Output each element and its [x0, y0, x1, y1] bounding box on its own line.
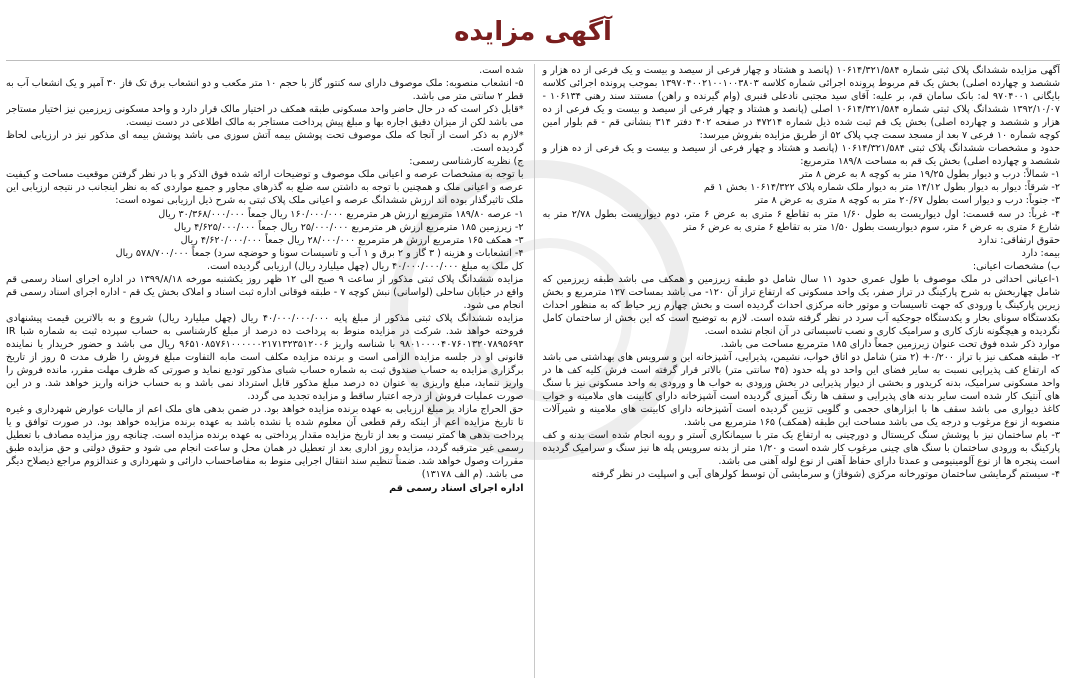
paragraph: موارد ذکر شده فوق تحت عنوان زیرزمین جمعاً دارای ۱۸۵ مترمربع مساحت می باشد. — [720, 338, 1060, 350]
left-column — [6, 64, 524, 678]
paragraph: ۲- طبقه همکف نیز با تراز ۰/۲۰۰+ (۲ متر) شامل دو اتاق خواب، نشیمن، پذیرایی، آشپزخانه این و سرویس های بهداشتی می باشد که ارتفاع کف پذیرایی نسبت به سایر فضای این واحد دو پله حدود (۴۵ سانتی متر) بالاتر قرار گرفته است فرش کلیه کف ها در واحد مسکونی سرامیک، بدنه کریدور و بخشی از دیوار پذیرایی در بخش ورودی به خواب ها و ورودی به واحد مسکونی نیز با سنگ های آنتیک کار شده است سایر بدنه های پذیرایی و سقف ها رنگ آمیزی گردیده است آشپزخانه دارای کابینت های ملامینه و خواب کاغذ دیواری می باشد سقف ها با ابزارهای حجمی و گلویی تزیین گردیده است آشپزخانه دارای کابینت های ملامینه و شیرآلات منصوبه از نوع مرغوب و درجه یک می باشد مساحت این طبقه (همکف) ۱۶۵ مترمربع می باشد. — [542, 352, 1060, 429]
paragraph: کل ملک به مبلغ ۴۰/۰۰۰/۰۰۰/۰۰۰ ریال (چهل میلیارد ریال) ارزیابی گردیده است. — [207, 260, 524, 272]
paragraph: حدود و مشخصات ششدانگ پلاک ثبتی ۱۰۶۱۴/۳۲۱/۵۸۴ (پانصد و هشتاد و چهار فرعی از سیصد و بیست و یک فرعی از ده هزار و ششصد و چهارده اصلی) بخش یک قم به مساحت ۱۸۹/۸ مترمربع: — [542, 143, 1060, 168]
paragraph: ۵- انشعاب منصوبه: ملک موصوف دارای سه کنتور گاز با حجم ۱۰ متر مکعب و دو انشعاب برق تک فاز ۳۰ آمپر و یک انشعاب آب به قطر ۲ سانتی متر می باشد. — [6, 78, 524, 103]
paragraph: مزایده ششدانگ پلاک ثبتی مذکور از مبلغ پایه ۴۰/۰۰۰/۰۰۰/۰۰۰ ریال (چهل میلیارد ریال) شروع و به بالاترین قیمت پیشنهادی فروخته خواهد شد. شرکت در مزایده منوط به پرداخت ده درصد از مبلغ کارشناسی به حساب سپرده ثبت به شماره شبا IR ۹۸۰۱۰۰۰۰۴۰۷۶۰۱۳۲۰۷۸۹۵۶۹۳ با شناسه واریز ۹۶۵۱۰۸۵۷۶۱۰۰۰۰۰۰۲۱۷۱۳۲۳۵۱۲۰۰۶ ریال می باشد و حضور خریدار یا نماینده قانونی او در جلسه مزایده الزامی است و برنده مزایده مکلف است مابه التفاوت مبلغ فروش را ظرف مدت ۵ روز از تاریخ برگزاری مزایده به حساب صندوق ثبت به شماره حساب شبای مذکور تودیع نماید و صورتی که ظرف مهلت مقرر، مانده فروش را واریز ننماید، مبلغ واریزی به عنوان ده درصد مبلغ مذکور قابل استرداد نمی باشد و به حساب خزانه واریز خواهد شد. و در این صورت عملیات فروش از درجه اعتبار ساقط و مزایده تجدید می گردد. — [6, 312, 524, 403]
paragraph: ج) نظریه کارشناسی رسمی: — [409, 156, 524, 168]
columns — [6, 64, 1060, 678]
paragraph: *قابل ذکر است که در حال حاضر واحد مسکونی طبقه همکف در اختیار مالک قرار دارد و واحد مسکونی زیرزمین نیز اختیار مستاجر می باشد لکن از میزان دقیق اجاره بها و مبلغ پیش پرداخت مستاجر به مالک اطلاعی در دست نیست. — [6, 104, 524, 129]
paragraph: ۲- شرقاً: دیوار به دیوار بطول ۱۴/۱۲ متر به دیوار ملک شماره پلاک ۱۰۶۱۴/۳۲۲ بخش ۱ قم — [703, 182, 1060, 194]
paragraph: ب) مشخصات اعیانی: — [972, 260, 1060, 272]
paragraph: حق الحراج مازاد بر مبلغ ارزیابی به عهده برنده مزایده خواهد بود. در ضمن بدهی های ملک اعم از مالیات عوارض شهرداری و غیره تا تاریخ مزایده اعم از اینکه رقم قطعی آن معلوم شده یا نشده باشد به عهده برنده مزایده خواهد بود. در صورت توافق و یا پرداخت بدهی ها کمتر نیست و بعد از تاریخ مزایده مقدار پرداختی به عهده برنده مزایده است. چنانچه روز مزایده مصادف با تعطیل رسمی غیر مترقبه گردد، مزایده روز اداری بعد از تعطیل در همان محل و ساعت انجام می شود و حقوق دولتی و حق مزایده طبق مقررات وصول خواهد شد. ضمناً تنظیم سند انتقال اجرایی منوط به مفاصاحساب دارائی و شهرداری و عندالزوم مراجع ذیصلاح دیگر می باشد. (م الف ۱۳۱۷۸) — [6, 404, 524, 481]
paragraph: ۱-اعیانی احداثی در ملک موصوف با طول عمری حدود ۱۱ سال شامل دو طبقه زیرزمین و همکف می باشد طبقه زیرزمین که شامل چهاربخش به شرح پارکینگ در تراز صفر، یک واحد مسکونی که ارتفاع تراز آن ۱۲۰- می باشد بمساحت ۱۲۷ مترمربع و بخش زیرین پارکینگ یا ورودی که جهت تاسیسات و موتور خانه مرکزی احداث گردیده است و بخش چهارم زیر حیاط که به منظور احداث بکدستگاه سونای بخار و یکدستگاه جوجکیه آب سرد در نظر گرفته شده است. لازم به توضیح است که این بخش از ساختمان کامل نگردیده و هیچگونه نازک کاری و سرامیک کاری و نصب تاسیساتی در آن انجام نشده است. — [542, 273, 1060, 337]
paragraph: ۴- انشعابات و هزینه ( ۳ گاز و ۲ برق و ۱ آب و تاسیسات سونا و حوضچه سرد) جمعاً ۵۷۸/۷۰۰/۰۰۰ ریال — [115, 247, 524, 259]
signature: اداره اجرای اسناد رسمی قم — [389, 482, 524, 494]
paragraph: مزایده ششدانگ پلاک ثبتی مذکور از ساعت ۹ صبح الی ۱۲ ظهر روز یکشنبه مورخه ۱۳۹۹/۸/۱۸ در اداره اجرای اسناد رسمی قم واقع در خیابان ساحلی (لواسانی) نبش کوچه ۷ - طبقه فوقانی اداره ثبت اسناد و املاک بخش یک قم - اداره اجرای اسناد رسمی قم انجام می شود. — [6, 273, 524, 311]
paragraph: ۱- شمالاً: درب و دیوار بطول ۱۹/۲۵ متر به کوچه ۸ به عرض ۸ متر — [799, 169, 1060, 181]
paragraph: ۲- زیرزمین ۱۸۵ مترمربع ارزش هر مترمربع ۲۵/۰۰۰/۰۰۰ ریال جمعاً ۴/۶۲۵/۰۰۰/۰۰۰ ریال — [173, 221, 524, 233]
right-column — [534, 64, 1061, 678]
paragraph: ۳- همکف ۱۶۵ مترمربع ارزش هر مترمربع ۲۸/۰۰۰/۰۰۰ ریال جمعاً ۴/۶۲۰/۰۰۰/۰۰۰ ریال — [180, 234, 524, 246]
paragraph: شده است. — [479, 65, 524, 76]
paragraph: ۳- بام ساختمان نیز با پوشش سنگ کریستال و دورچینی به ارتفاع یک متر با سیمانکاری آستر و رویه انجام شده است بدنه و کف پارکینگ به ورودی ساختمان با سنگ های چینی مرغوب کار شده است و ۱/۲۰ متر از بدنه سرویس پله ها نیز سنگ و سرامیک گردیده است پنجره ها از نوع آلومینیومی و عمدتا دارای حفاظ آهنی از نوع لوله آهنی می باشد. — [542, 430, 1060, 468]
paragraph: بیمه: دارد — [1021, 247, 1060, 259]
paragraph: آگهی مزایده ششدانگ پلاک ثبتی شماره ۱۰۶۱۴/۳۲۱/۵۸۴ (پانصد و هشتاد و چهار فرعی از سیصد و بیست و یک فرعی از ده هزار و ششصد و چهارده اصلی) بخش یک قم مربوط پرونده اجرائی شماره کلاسه ۱۳۹۷۰۴۰۰۲۱۰۰۱۰۰۳۸۰۳ بموجب پرونده اجرائی کلاسه بایگانی ۹۷۰۴۰۰۱ له: بانک سامان قم، بر علیه: آقای سید مجتبی نادعلی قنبری (وام گیرنده و راهن) مستند سند رهنی ۱۰۶۱۳۴ - ۱۳۹۲/۱۰/۰۷ ششدانگ پلاک ثبتی شماره ۱۰۶۱۴/۳۲۱/۵۸۴ اصلی (پانصد و هشتاد و چهار فرعی از سیصد و بیست و یک فرعی از ده هزار و ششصد و چهارده اصلی) بخش یک قم ثبت شده ذیل شماره ۴۷۲۱۴ در صفحه ۴۰۲ دفتر ۳۱۴ بنشانی قم - قم بلوار امین کوچه شماره ۱۰ فرعی ۷ بعد از مسجد سمت چپ پلاک ۵۲ از طریق مزایده بفروش میرسد: — [542, 65, 1060, 142]
paragraph: با توجه به مشخصات عرصه و اعیانی ملک موصوف و توضیحات ارائه شده فوق الذکر و با در نظر گرفتن موقعیت مساحت و کیفیت عرصه و اعیانی ملک و همچنین با توجه به داشتن سه ضلع به گذرهای مجاور و جمیع مواردی که به نظر اینجانب در نتیجه ارزیابی این ملک تاثیرگذار بوده اند ارزش ششدانگ عرصه و اعیانی ملک پلاک ثبتی به شرح ذیل ارزیابی نموده است: — [6, 169, 524, 207]
paragraph: ۱- عرصه ۱۸۹/۸۰ مترمربع ارزش هر مترمربع ۱۶۰/۰۰۰/۰۰۰ ریال جمعاً ۳۰/۳۶۸/۰۰۰/۰۰۰ ریال — [158, 208, 524, 220]
paragraph: ۳- جنوباً: درب و دیوار است بطول ۲۰/۶۷ متر به کوچه ۸ متری به عرض ۸ متر — [755, 195, 1060, 207]
paragraph: *لازم به ذکر است از آنجا که ملک موصوف تحت پوشش بیمه آتش سوزی می باشد پوشش بیمه ای مذکور نیز در ارزیابی لحاظ گردیده است. — [6, 130, 524, 155]
header — [6, 4, 1060, 61]
page-title: آگهی مزایده — [454, 17, 612, 47]
paragraph: حقوق ارتفاقی: ندارد — [977, 234, 1060, 246]
paragraph: ۴- سیستم گرمایشی ساختمان موتورخانه مرکزی (شوفاژ) و سرمایشی آن توسط کولرهای آبی و اسپلیت در نظر گرفته — [591, 469, 1060, 481]
paragraph: ۴- غرباً: در سه قسمت: اول دیواریست به طول ۱/۶۰ متر به تقاطع ۶ متری به عرض ۶ متر، دوم دیواریست بطول ۲/۷۸ متر به شارع ۶ متری به عرض ۶ متر، سوم دیواریست بطول ۱/۵۰ متر به تقاطع ۶ متری به عرض ۶ متر — [542, 208, 1060, 233]
